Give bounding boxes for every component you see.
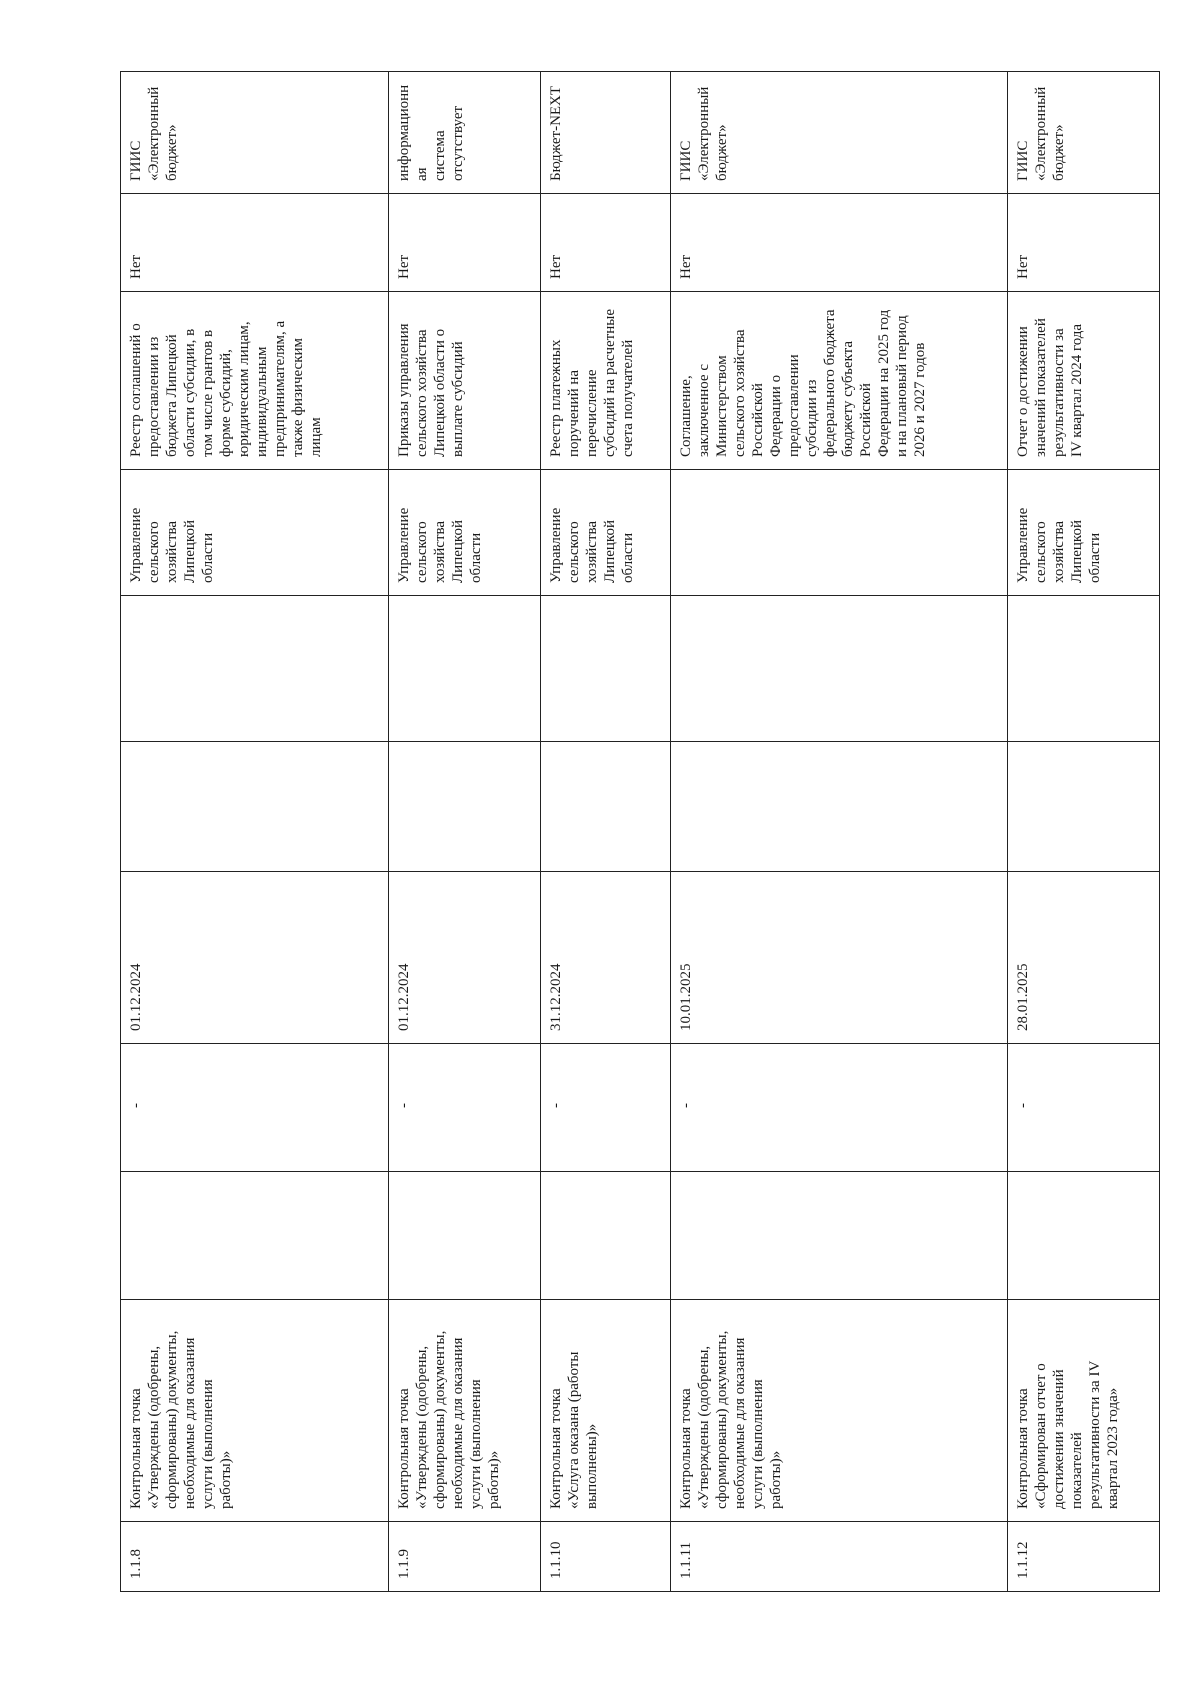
table-row [670, 72, 1007, 1592]
event-name: Контрольная точка «Утверждены (одобрены, сформированы) документы, необходимые для оказания услуги (выполнения работы)» [128, 1330, 234, 1509]
system-cell [1007, 72, 1159, 194]
responsible-cell [670, 470, 1007, 596]
table-row [541, 72, 670, 1592]
information-system: Бюджет-NEXT [548, 85, 565, 181]
event-name-cell [121, 1300, 389, 1522]
empty-cell-3 [541, 1172, 670, 1300]
row-number-cell [670, 1522, 1007, 1592]
date-cell [1007, 872, 1159, 1044]
rotated-table-wrapper [120, 72, 1160, 1592]
date-cell [121, 872, 389, 1044]
empty-cell-7 [670, 596, 1007, 742]
event-name-cell [388, 1300, 540, 1522]
document-cell [388, 292, 540, 470]
flag-value: Нет [1014, 254, 1031, 279]
flag-value: Нет [395, 254, 412, 279]
flag-value: Нет [548, 254, 565, 279]
responsible-org: Управление сельского хозяйства Липецкой области [395, 507, 484, 583]
responsible-org: Управление сельского хозяйства Липецкой области [548, 507, 637, 583]
dash-cell [541, 1044, 670, 1172]
empty-cell-6 [388, 742, 540, 872]
dash-value: - [677, 1103, 694, 1108]
responsible-org: Управление сельского хозяйства Липецкой области [1014, 507, 1103, 583]
row-number: 1.1.10 [548, 1541, 565, 1579]
row-number-cell [121, 1522, 389, 1592]
system-cell [541, 72, 670, 194]
information-system: ГИИС «Электронный бюджет» [1014, 86, 1067, 181]
flag-cell [121, 194, 389, 292]
date-cell [388, 872, 540, 1044]
empty-cell-6 [670, 742, 1007, 872]
empty-cell-7 [1007, 596, 1159, 742]
flag-cell [388, 194, 540, 292]
empty-cell-6 [1007, 742, 1159, 872]
row-number-cell [541, 1522, 670, 1592]
dash-value: - [548, 1103, 565, 1108]
due-date: 01.12.2024 [128, 963, 144, 1031]
table-row [121, 72, 389, 1592]
responsible-cell [121, 470, 389, 596]
event-name-cell [541, 1300, 670, 1522]
dash-value: - [395, 1103, 412, 1108]
event-name-cell [670, 1300, 1007, 1522]
empty-cell-7 [121, 596, 389, 742]
empty-cell-7 [388, 596, 540, 742]
empty-cell-7 [541, 596, 670, 742]
flag-value: Нет [128, 254, 144, 279]
information-system: информационная система отсутствует [395, 84, 466, 181]
responsible-cell [388, 470, 540, 596]
due-date: 10.01.2025 [677, 963, 694, 1031]
dash-cell [670, 1044, 1007, 1172]
event-name: Контрольная точка «Утверждены (одобрены, сформированы) документы, необходимые для оказания услуги (выполнения работы)» [395, 1330, 502, 1509]
empty-cell-3 [121, 1172, 389, 1300]
information-system: ГИИС «Электронный бюджет» [128, 86, 180, 181]
document-type: Реестр соглашений о предоставлении из бюджета Липецкой области субсидии, в том числе грантов в форме субсидий, юридическим лицам, индивидуальным предпринимателям, а также физическим лицам [128, 320, 324, 457]
system-cell [121, 72, 389, 194]
event-name: Контрольная точка «Услуга оказана (работы выполнены)» [548, 1351, 601, 1509]
dash-cell [1007, 1044, 1159, 1172]
responsible-cell [1007, 470, 1159, 596]
document-cell [541, 292, 670, 470]
responsible-org: Управление сельского хозяйства Липецкой области [128, 507, 216, 583]
empty-cell-3 [670, 1172, 1007, 1300]
row-number-cell [388, 1522, 540, 1592]
empty-cell-6 [121, 742, 389, 872]
row-number: 1.1.9 [395, 1549, 412, 1579]
row-number: 1.1.12 [1014, 1541, 1031, 1579]
row-number-cell [1007, 1522, 1159, 1592]
flag-cell [1007, 194, 1159, 292]
dash-value: - [128, 1103, 144, 1108]
empty-cell-6 [541, 742, 670, 872]
information-system: ГИИС «Электронный бюджет» [677, 86, 730, 181]
date-cell [541, 872, 670, 1044]
empty-cell-3 [388, 1172, 540, 1300]
document-cell [670, 292, 1007, 470]
row-number: 1.1.8 [128, 1549, 144, 1579]
document-cell [121, 292, 389, 470]
document-type: Реестр платежных поручений на перечисление субсидий на расчетные счета получателей [548, 309, 637, 457]
flag-cell [670, 194, 1007, 292]
document-cell [1007, 292, 1159, 470]
flag-cell [541, 194, 670, 292]
dash-cell [121, 1044, 389, 1172]
document-type: Приказы управления сельского хозяйства Липецкой области о выплате субсидий [395, 323, 466, 457]
dash-value: - [1014, 1103, 1031, 1108]
row-number: 1.1.11 [677, 1542, 694, 1579]
document-type: Отчет о достижении значений показателей результативности за IV квартал 2024 года [1014, 318, 1085, 457]
responsible-cell [541, 470, 670, 596]
table-row [1007, 72, 1159, 1592]
due-date: 01.12.2024 [395, 963, 412, 1031]
event-name: Контрольная точка «Сформирован отчет о достижении значений показателей результативности за IV квартал 2023 года» [1014, 1360, 1121, 1509]
event-name: Контрольная точка «Утверждены (одобрены, сформированы) документы, необходимые для оказания услуги (выполнения работы)» [677, 1330, 784, 1509]
flag-value: Нет [677, 254, 694, 279]
dash-cell [388, 1044, 540, 1172]
due-date: 31.12.2024 [548, 963, 565, 1031]
table-row [388, 72, 540, 1592]
system-cell [670, 72, 1007, 194]
empty-cell-3 [1007, 1172, 1159, 1300]
date-cell [670, 872, 1007, 1044]
event-name-cell [1007, 1300, 1159, 1522]
document-type: Соглашение, заключенное с Министерством сельского хозяйства Российской Федерации о предоставлении субсидии из федерального бюджета бюджету субъекта Российской Федерации на 2025 год и на плановый период 2026 и 2027 годов [677, 309, 928, 457]
due-date: 28.01.2025 [1014, 963, 1031, 1031]
control-points-table [120, 71, 1160, 1592]
system-cell [388, 72, 540, 194]
